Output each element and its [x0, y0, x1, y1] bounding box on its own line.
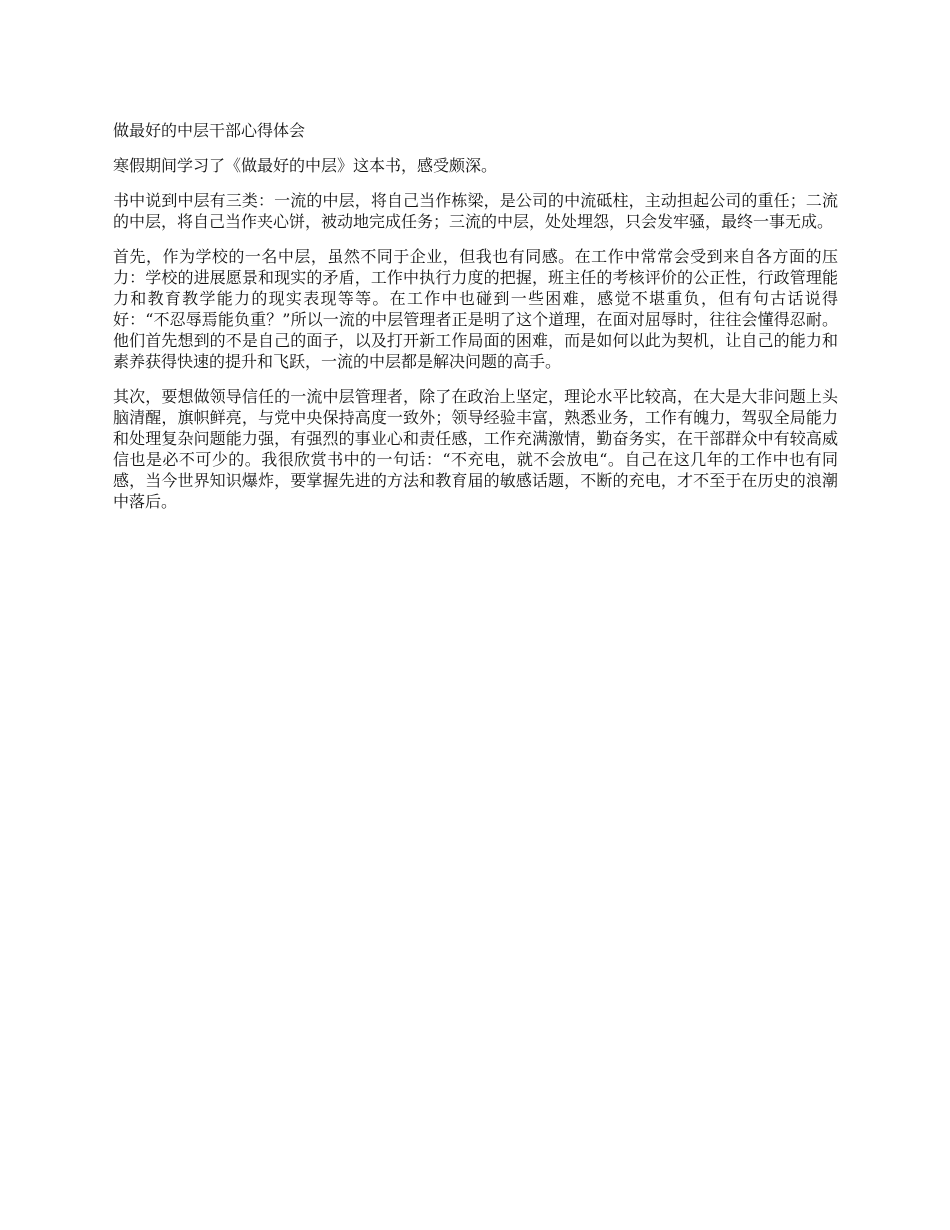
paragraph-intro: 寒假期间学习了《做最好的中层》这本书，感受颇深。 — [113, 156, 498, 175]
document-page — [113, 120, 838, 526]
paragraph-three-types: 书中说到中层有三类：一流的中层，将自己当作栋梁，是公司的中流砥柱，主动担起公司的重任；二流的中层，将自己当作夹心饼，被动地完成任务；三流的中层，处处埋怨，只会发牢骚，最终一事无成。 — [113, 191, 838, 231]
paragraph-first: 首先，作为学校的一名中层，虽然不同于企业，但我也有同感。在工作中常常会受到来自各方面的压力：学校的进展愿景和现实的矛盾，工作中执行力度的把握，班主任的考核评价的公正性，行政管理能力和教育教学能力的现实表现等等。在工作中也碰到一些困难，感觉不堪重负，但有句古话说得好：“不忍辱焉能负重？”所以一流的中层管理者正是明了这个道理，在面对屈辱时，往往会懂得忍耐。他们首先想到的不是自己的面子，以及打开新工作局面的困难，而是如何以此为契机，让自己的能力和素养获得快速的提升和飞跃，一流的中层都是解决问题的高手。 — [113, 247, 838, 371]
document-title: 做最好的中层干部心得体会 — [113, 121, 306, 140]
paragraph-second: 其次，要想做领导信任的一流中层管理者，除了在政治上坚定，理论水平比较高，在大是大非问题上头脑清醒，旗帜鲜亮，与党中央保持高度一致外；领导经验丰富，熟悉业务，工作有魄力，驾驭全局能力和处理复杂问题能力强，有强烈的事业心和责任感，工作充满激情，勤奋务实，在干部群众中有较高威信也是必不可少的。我很欣赏书中的一句话：“不充电，就不会放电“。自己在这几年的工作中也有同感，当今世界知识爆炸，要掌握先进的方法和教育届的敏感话题，不断的充电，才不至于在历史的浪潮中落后。 — [113, 387, 838, 511]
